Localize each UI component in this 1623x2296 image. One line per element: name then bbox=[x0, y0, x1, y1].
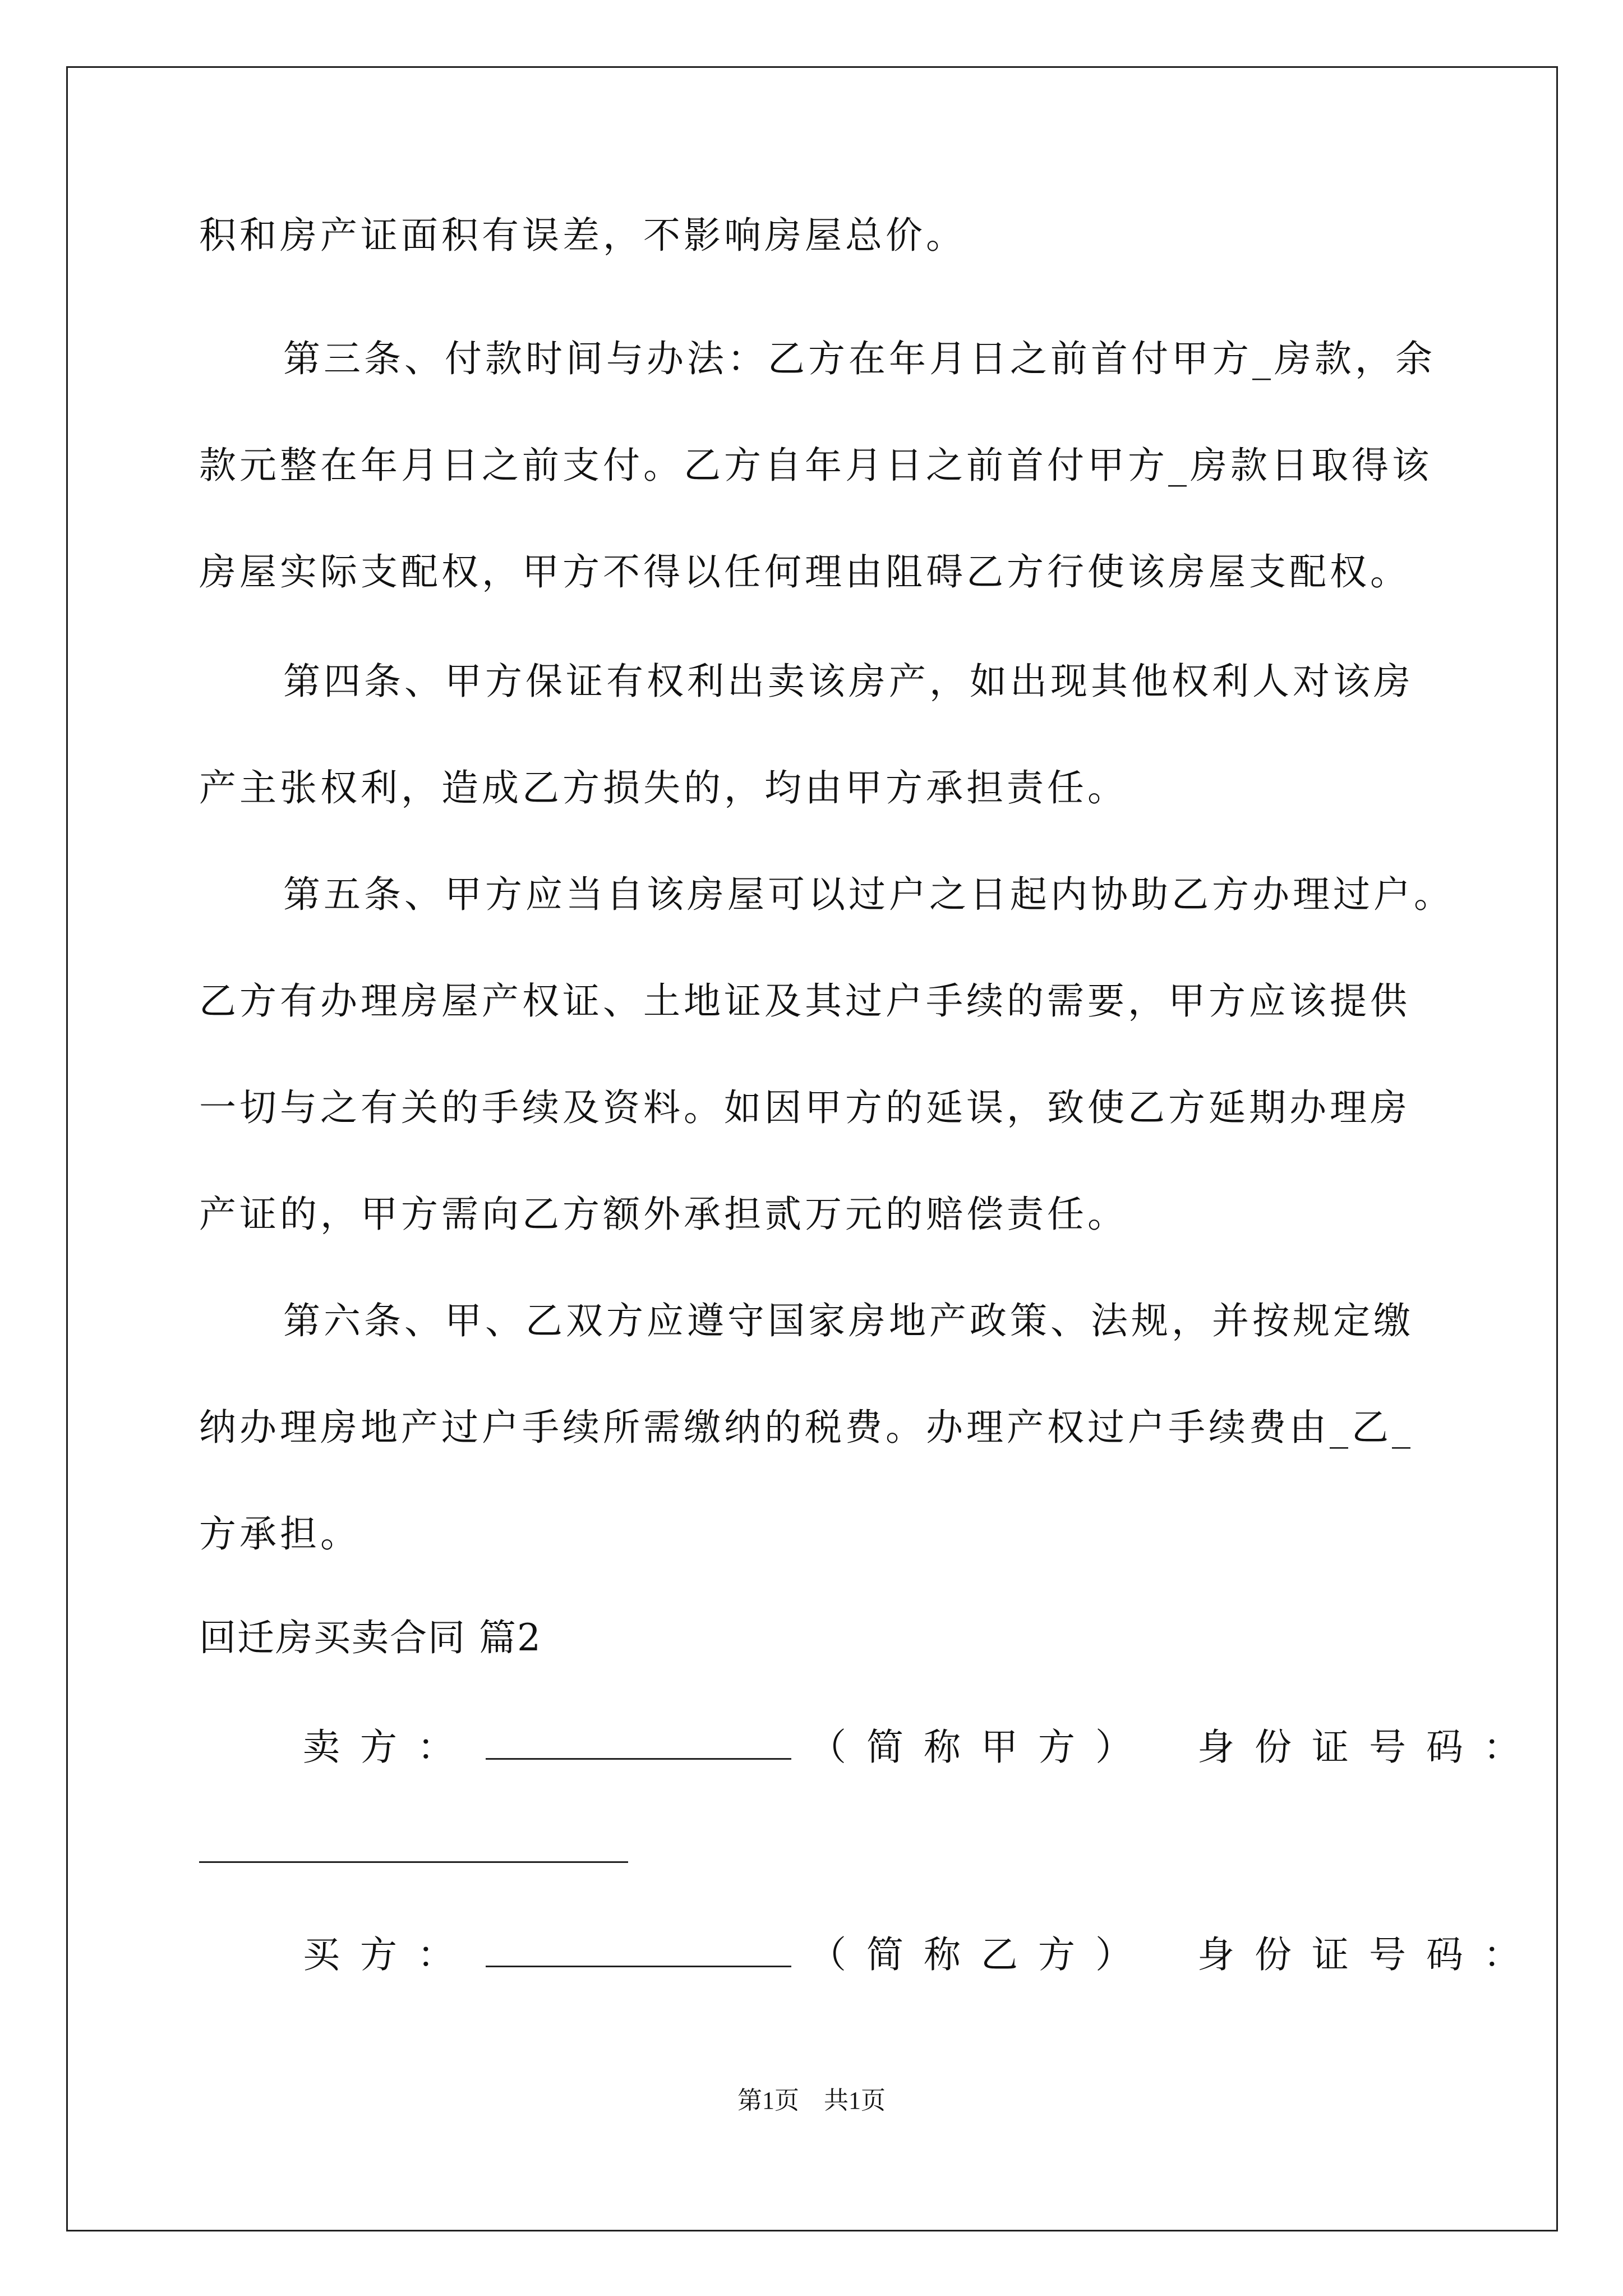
paragraph-line: 第五条、甲方应当自该房屋可以过户之日起内协助乙方办理过户。 bbox=[283, 873, 1454, 916]
seller-label: 卖方： bbox=[303, 1726, 474, 1769]
buyer-row bbox=[303, 1930, 1541, 1980]
paragraph-line: 房屋实际支配权，甲方不得以任何理由阻碍乙方行使该房屋支配权。 bbox=[199, 550, 1410, 593]
paragraph-line: 纳办理房地产过户手续所需缴纳的税费。办理产权过户手续费由_乙_ bbox=[199, 1406, 1414, 1449]
paragraph-line: 款元整在年月日之前支付。乙方自年月日之前首付甲方_房款日取得该 bbox=[199, 444, 1432, 487]
paragraph-line: 产证的，甲方需向乙方额外承担贰万元的赔偿责任。 bbox=[199, 1193, 1128, 1236]
paragraph-line: 第三条、付款时间与办法：乙方在年月日之前首付甲方_房款，余 bbox=[283, 337, 1436, 380]
buyer-id-label: 身份证号码： bbox=[1197, 1933, 1541, 1976]
paragraph-line: 积和房产证面积有误差，不影响房屋总价。 bbox=[199, 214, 966, 257]
seller-id-blank bbox=[199, 1861, 628, 1863]
paragraph-line: 产主张权利，造成乙方损失的，均由甲方承担责任。 bbox=[199, 766, 1128, 809]
paragraph-line: 方承担。 bbox=[199, 1512, 361, 1556]
seller-id-label: 身份证号码： bbox=[1197, 1726, 1541, 1769]
buyer-name-blank bbox=[486, 1931, 791, 1967]
paragraph-line: 第四条、甲方保证有权利出卖该房产，如出现其他权利人对该房 bbox=[283, 660, 1414, 703]
seller-name-blank bbox=[486, 1723, 791, 1760]
seller-abbr: （简称甲方） bbox=[809, 1726, 1152, 1769]
page-footer: 第1页 共1页 bbox=[737, 2087, 886, 2114]
paragraph-line: 一切与之有关的手续及资料。如因甲方的延误，致使乙方延期办理房 bbox=[199, 1086, 1410, 1129]
page-border bbox=[66, 66, 1558, 2231]
buyer-label: 买方： bbox=[303, 1933, 474, 1976]
buyer-abbr: （简称乙方） bbox=[809, 1933, 1152, 1976]
section-title: 回迁房买卖合同 篇2 bbox=[199, 1616, 542, 1659]
seller-row bbox=[303, 1722, 1541, 1773]
paragraph-line: 乙方有办理房屋产权证、土地证及其过户手续的需要，甲方应该提供 bbox=[199, 979, 1410, 1023]
paragraph-line: 第六条、甲、乙双方应遵守国家房地产政策、法规，并按规定缴 bbox=[283, 1299, 1414, 1342]
